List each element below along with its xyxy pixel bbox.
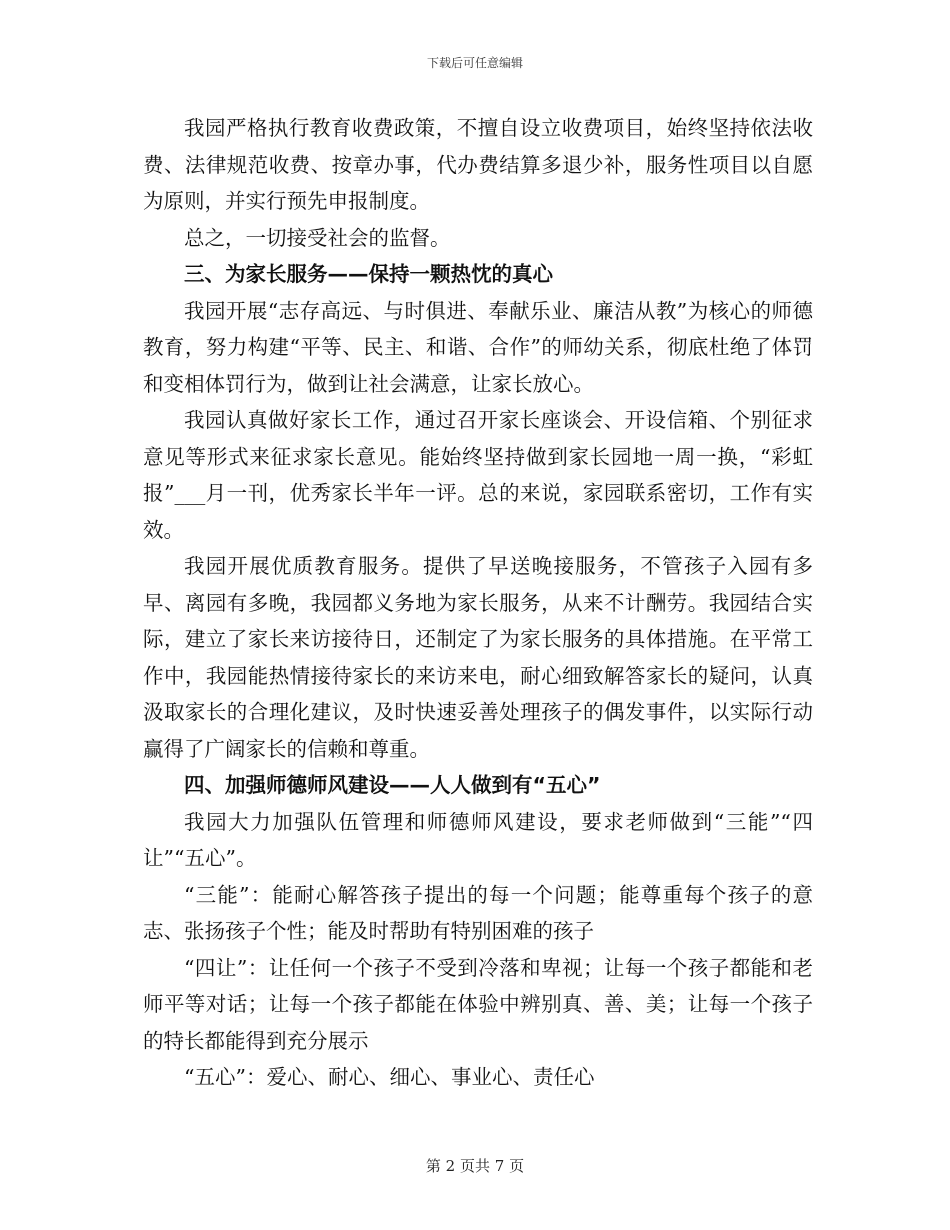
paragraph-team-building: 我园大力加强队伍管理和师德师风建设，要求老师做到“三能”“四让”“五心”。 [143, 809, 813, 870]
paragraph-fee-policy: 我园严格执行教育收费政策，不擅自设立收费项目，始终坚持依法收费、法律规范收费、按章办事，代办费结算多退少补，服务性项目以自愿为原则，并实行预先申报制度。 [143, 116, 813, 213]
paragraph-parent-work: 我园认真做好家长工作，通过召开家长座谈会、开设信箱、个别征求意见等形式来征求家长意见。能始终坚持做到家长园地一周一换，“彩虹报”___月一刊，优秀家长半年一评。总的来说，家园联系密切，工作有实效。 [143, 408, 813, 542]
paragraph-five-hearts: “五心”：爱心、耐心、细心、事业心、责任心 [184, 1065, 595, 1089]
paragraph-four-lets: “四让”：让任何一个孩子不受到冷落和卑视；让每一个孩子都能和老师平等对话；让每一个孩子都能在体验中辨别真、善、美；让每一个孩子的特长都能得到充分展示 [143, 955, 813, 1053]
paragraph-three-abilities: “三能”：能耐心解答孩子提出的每一个问题；能尊重每个孩子的意志、张扬孩子个性；能及时帮助有特别困难的孩子 [143, 882, 813, 943]
section-heading-4: 四、加强师德师风建设——人人做到有“五心” [184, 773, 601, 797]
document-body [143, 110, 813, 1096]
paragraph-quality-service: 我园开展优质教育服务。提供了早送晚接服务，不管孩子入园有多早、离园有多晚，我园都义务地为家长服务，从来不计酬劳。我园结合实际，建立了家长来访接待日，还制定了为家长服务的具体措施。在平常工作中，我园能热情接待家长的来访来电，耐心细致解答家长的疑问，认真汲取家长的合理化建议，及时快速妥善处理孩子的偶发事件，以实际行动赢得了广阔家长的信赖和尊重。 [143, 554, 813, 761]
paragraph-ethics-education: 我园开展“志存高远、与时俱进、奉献乐业、廉洁从教”为核心的师德教育，努力构建“平等、民主、和谐、合作”的师幼关系，彻底杜绝了体罚和变相体罚行为，做到让社会满意，让家长放心。 [143, 298, 813, 396]
page-footer: 第 2 页共 7 页 [425, 1157, 525, 1175]
paragraph-supervision: 总之，一切接受社会的监督。 [184, 225, 451, 250]
section-heading-3: 三、为家长服务——保持一颗热忱的真心 [184, 262, 553, 286]
page-header: 下载后可任意编辑 [426, 56, 523, 70]
